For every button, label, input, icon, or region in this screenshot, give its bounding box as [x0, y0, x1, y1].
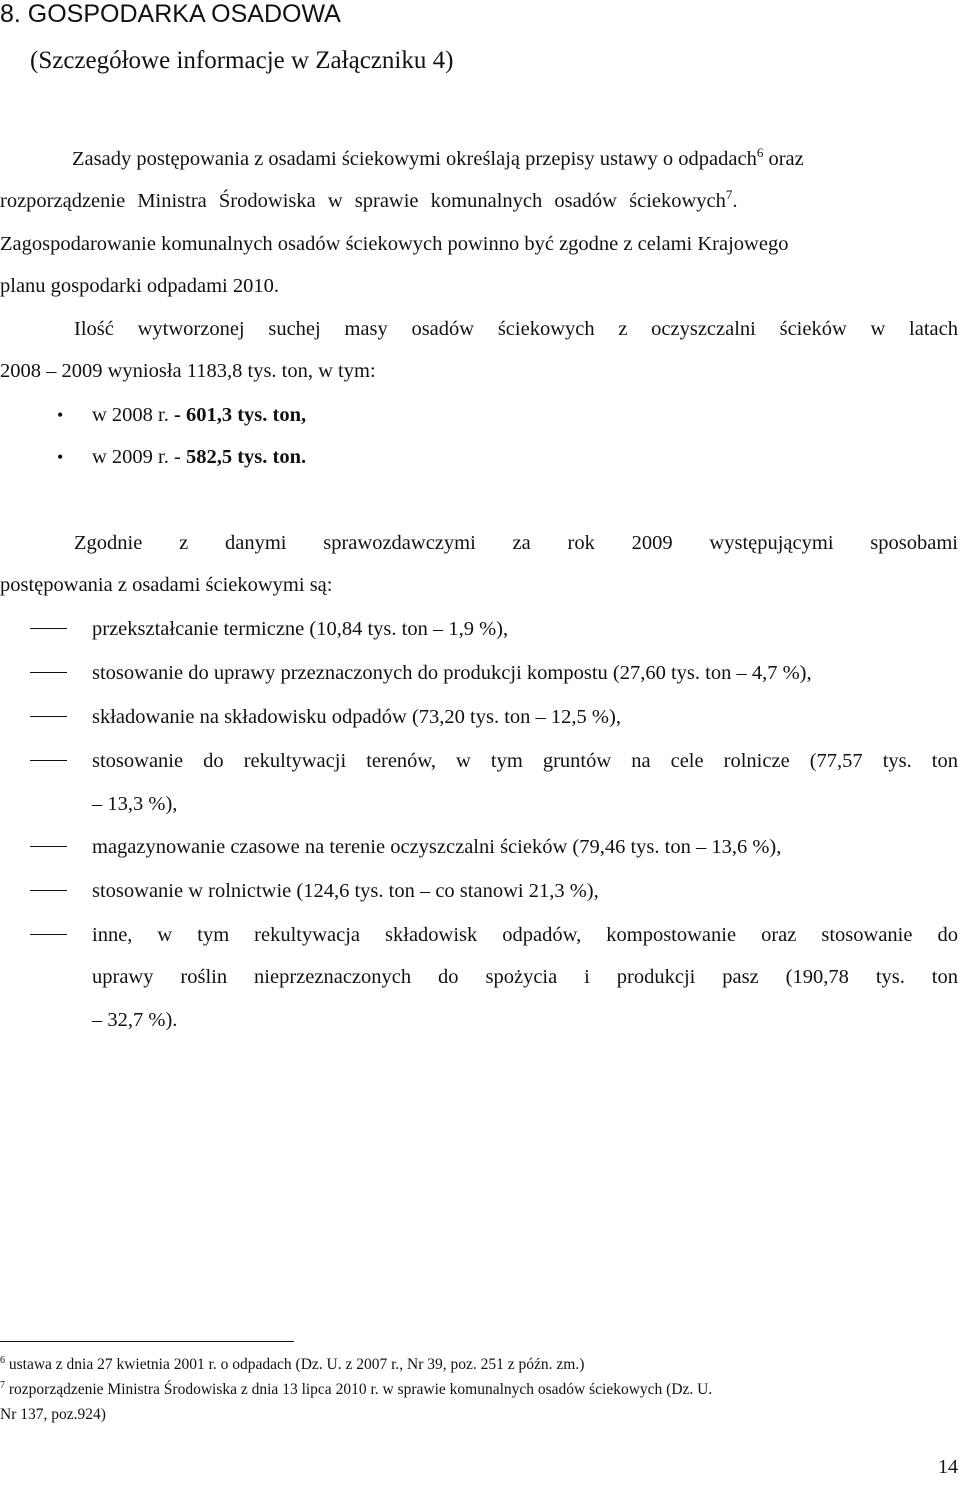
list-item: składowanie na składowisku odpadów (73,20 tys. ton – 12,5 %), [92, 706, 621, 728]
dash-marker [30, 934, 67, 935]
footnote-7: $^7$ rozporządzenie Ministra Środowiska z dnia 13 lipca 2010 r. w sprawie komunalnych osadów ściekowych (Dz. U. [0, 1379, 713, 1398]
bullet-item-2009: w 2009 r. - 582,5 tys. ton. [92, 446, 307, 468]
footnote-7-continuation: Nr 137, poz.924) [0, 1406, 106, 1423]
para1-line3: Zagospodarowanie komunalnych osadów ściekowych powinno być zgodne z celami Krajowego [0, 233, 789, 255]
list-item: stosowanie w rolnictwie (124,6 tys. ton – co stanowi 21,3 %), [92, 880, 599, 902]
bullet-item-2008: w 2008 r. - 601,3 tys. ton, [92, 404, 307, 426]
dash-marker [30, 672, 67, 673]
para2-line1: Ilość wytworzonej suchej masy osadów ściekowych z oczyszczalni ścieków w latach [74, 318, 958, 340]
para3-line2: postępowania z osadami ściekowymi są: [0, 574, 333, 596]
dash-marker [30, 760, 67, 761]
para1-line1: Zasady postępowania z osadami ściekowymi określają przepisy ustawy o odpadach$^6$ oraz [72, 145, 804, 170]
list-item: przekształcanie termiczne (10,84 tys. ton – 1,9 %), [92, 618, 509, 640]
para1-line2: rozporządzenie Ministra Środowiska w sprawie komunalnych osadów ściekowych$^7$. [0, 187, 738, 212]
dash-marker [30, 628, 67, 629]
footnote-ref-7[interactable]: 7 [725, 187, 733, 203]
bullet-dot: • [57, 405, 64, 425]
list-item: stosowanie do rekultywacji terenów, w tym gruntów na cele rolnicze (77,57 tys. ton [92, 750, 958, 772]
dash-marker [30, 716, 67, 717]
list-item: inne, w tym rekultywacja składowisk odpadów, kompostowanie oraz stosowanie do [92, 924, 958, 946]
section-subtitle: (Szczegółowe informacje w Załączniku 4) [30, 47, 454, 74]
dash-marker [30, 846, 67, 847]
section-title: 8. GOSPODARKA OSADOWA [0, 0, 341, 28]
list-item-continuation: – 13,3 %), [92, 793, 178, 815]
para1-line4: planu gospodarki odpadami 2010. [0, 275, 279, 297]
list-item: magazynowanie czasowe na terenie oczyszczalni ścieków (79,46 tys. ton – 13,6 %), [92, 836, 782, 858]
footnote-6: $^6$ ustawa z dnia 27 kwietnia 2001 r. o odpadach (Dz. U. z 2007 r., Nr 39, poz. 251 z późn. zm.) [0, 1354, 585, 1373]
footnote-ref-6[interactable]: 6 [756, 145, 764, 161]
list-item-continuation: uprawy roślin nieprzeznaczonych do spożycia i produkcji pasz (190,78 tys. ton [92, 966, 958, 988]
list-item: stosowanie do uprawy przeznaczonych do produkcji kompostu (27,60 tys. ton – 4,7 %), [92, 662, 812, 684]
footnote-separator [0, 1341, 294, 1342]
para2-line2: 2008 – 2009 wyniosła 1183,8 tys. ton, w tym: [0, 360, 376, 382]
list-item-continuation: – 32,7 %). [92, 1009, 178, 1031]
page-number: 14 [938, 1456, 958, 1478]
bullet-dot: • [57, 447, 64, 467]
dash-marker [30, 890, 67, 891]
para3-line1: Zgodnie z danymi sprawozdawczymi za rok 2009 występującymi sposobami [74, 532, 958, 554]
